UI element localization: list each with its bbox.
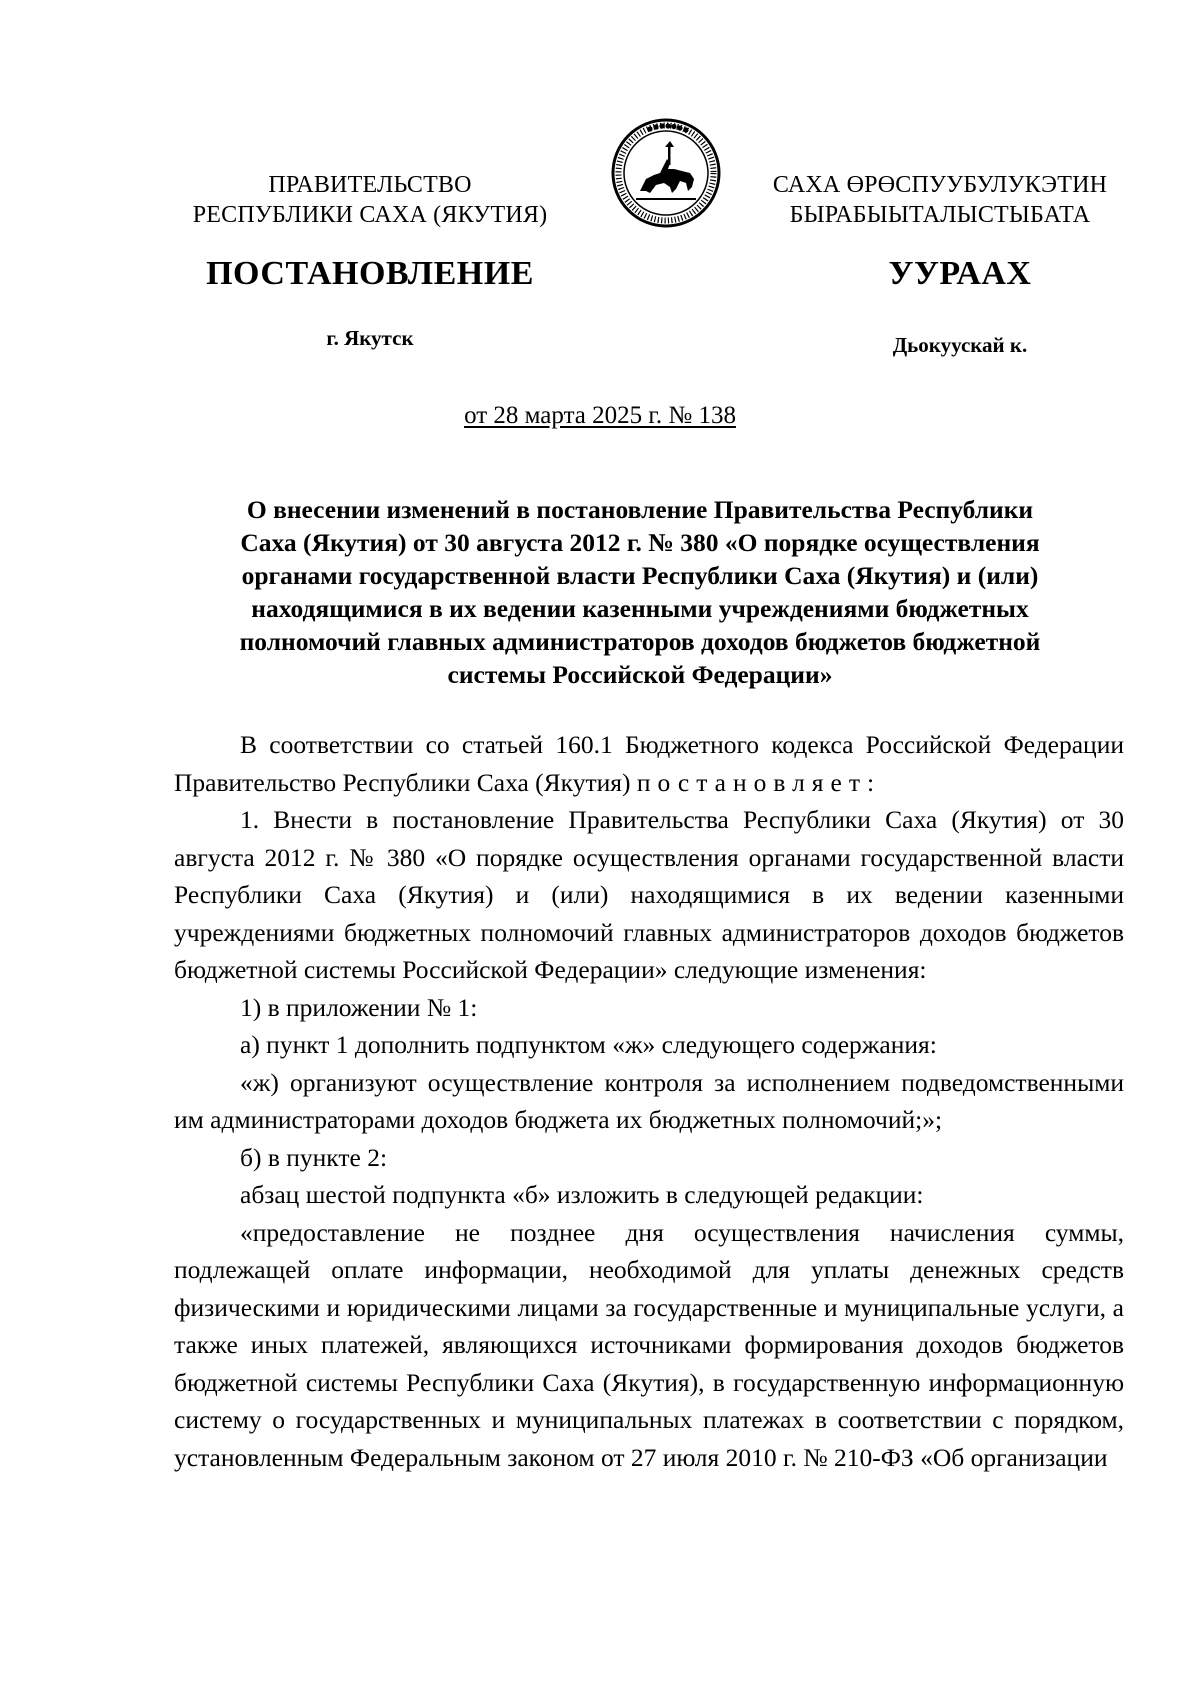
doc-type-ru: ПОСТАНОВЛЕНИЕ — [206, 255, 534, 292]
paragraph-abzac: абзац шестой подпункта «б» изложить в следующей редакции: — [240, 1180, 924, 1209]
title-line: органами государственной власти Республики Саха (Якутия) и (или) — [241, 561, 1039, 590]
paragraph-item-1: 1. Внести в постановление Правительства Республики Саха (Якутия) от 30 августа 2012 г. № 380 «О порядке осуществления органами государственной власти Республики Саха (Якутия) и (или) находящимися в их ведении казенными учреждениями бюджетных полномочий главных администраторов доходов бюджетов бюджетной системы Российской Федерации» следующие изменения: — [174, 805, 1124, 984]
government-name-sah-line2: БЫРАБЫЫТАЛЫСТЫБАТА — [789, 202, 1091, 228]
title-line: полномочий главных администраторов доходов бюджетов бюджетной — [239, 627, 1041, 656]
paragraph-subitem-b: б) в пункте 2: — [240, 1142, 388, 1172]
title-line: системы Российской Федерации» — [447, 660, 833, 689]
government-name-sah — [740, 170, 1140, 230]
doc-type-sah: УУРААХ — [888, 255, 1032, 292]
paragraph-subitem-a: а) пункт 1 дополнить подпунктом «ж» следующего содержания: — [240, 1030, 937, 1059]
preamble-paragraph — [174, 726, 1124, 801]
paragraph-subitem-1: 1) в приложении № 1: — [240, 992, 478, 1022]
title-line: О внесении изменений в постановление Правительства Республики — [246, 495, 1034, 524]
title-line: Саха (Якутия) от 30 августа 2012 г. № 380 «О порядке осуществления — [240, 528, 1040, 557]
title-line: находящимися в их ведении казенными учреждениями бюджетных — [251, 594, 1029, 623]
coat-of-arms-icon — [610, 117, 722, 229]
document-title — [170, 493, 1110, 691]
paragraph-quote-zh: «ж) организуют осуществление контроля за исполнением подведомственными им администраторами доходов бюджета их бюджетных полномочий;»; — [174, 1067, 1124, 1134]
city-sah: Дьокуускай к. — [892, 333, 1028, 357]
government-name-sah-line1: САХА ӨРӨСПУУБУЛУКЭТИН — [772, 172, 1108, 198]
resolves-word: постановляет: — [636, 767, 882, 797]
government-name-ru-line1: ПРАВИТЕЛЬСТВО — [268, 172, 472, 198]
city-ru: г. Якутск — [326, 326, 414, 350]
date-number-line: от 28 марта 2025 г. № 138 — [464, 402, 736, 429]
document-body — [174, 726, 1124, 1476]
preamble-text: В соответствии со статьей 160.1 Бюджетного кодекса Российской Федерации Правительство Республики Саха (Якутия) — [174, 730, 1124, 797]
paragraph-quote-provision: «предоставление не позднее дня осуществления начисления суммы, подлежащей оплате информации, необходимой для уплаты денежных средств физическими и юридическими лицами за государственные и муниципальные услуги, а также иных платежей, являющихся источниками формирования доходов бюджетов бюджетной системы Республики Саха (Якутия), в государственную информационную систему о государственных и муниципальных платежах в соответствии с порядком, установленным Федеральным законом от 27 июля 2010 г. № 210-ФЗ «Об организации — [174, 1217, 1124, 1472]
government-name-ru — [170, 170, 570, 230]
government-name-ru-line2: РЕСПУБЛИКИ САХА (ЯКУТИЯ) — [192, 202, 548, 228]
